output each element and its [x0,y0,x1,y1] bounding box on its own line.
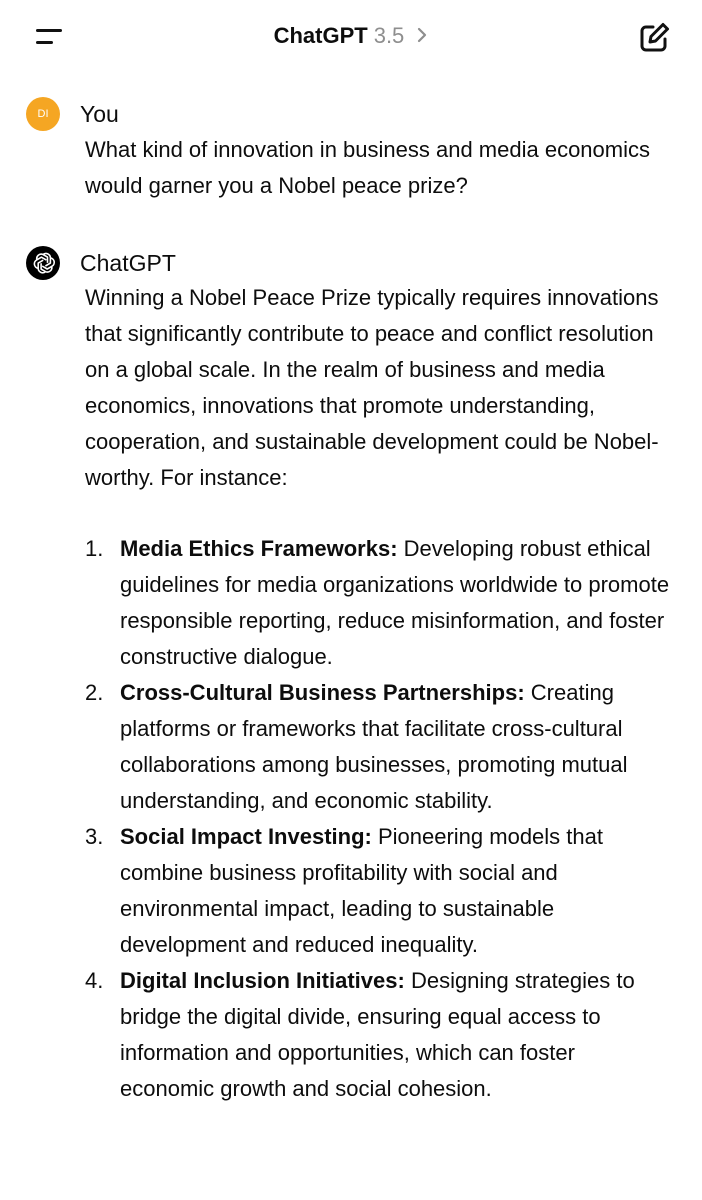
list-item-text: Designing strategies to bridge the digital divide, ensuring equal access to information and opportunities, which can foster economic growth and social cohesion. [120,968,635,1101]
list-item [85,819,675,963]
list-item [85,963,675,1107]
model-selector[interactable] [0,22,702,50]
assistant-avatar [26,246,60,280]
list-item [85,531,675,675]
list-item-title: Cross-Cultural Business Partnerships: [120,680,525,705]
user-message [0,95,702,215]
model-version: 3.5 [373,23,405,48]
list-item-number: 1. [85,536,104,561]
user-sender-name: You [80,101,119,127]
list-item-title: Social Impact Investing: [120,824,372,849]
user-avatar: DI [26,97,60,131]
list-item-title: Media Ethics Frameworks: [120,536,398,561]
innovation-list [85,531,675,1107]
list-item [85,675,675,819]
assistant-message [0,244,702,1194]
new-chat-icon [634,18,674,58]
list-item-text: Creating platforms or frameworks that facilitate cross-cultural collaborations among businesses, promoting mutual understanding, and economic stability. [120,680,628,813]
list-item-text: Developing robust ethical guidelines for media organizations worldwide to promote responsible reporting, reduce misinformation, and foster constructive dialogue. [120,536,670,669]
openai-logo-icon [26,246,60,280]
list-item-number: 2. [85,680,104,705]
list-item-text: Pioneering models that combine business profitability with social and environmental impact, leading to sustainable development and reduced inequality. [120,824,603,957]
new-chat-button[interactable] [634,18,674,58]
list-item-number: 4. [85,968,104,993]
list-item-title: Digital Inclusion Initiatives: [120,968,405,993]
top-bar [0,0,702,72]
assistant-intro-text: Winning a Nobel Peace Prize typically requires innovations that significantly contribute to peace and conflict resolution on a global scale. In the realm of business and media economics, innovations that promote understanding, cooperation, and sustainable development could be Nobel-worthy. For instance: [85,285,659,490]
list-item-number: 3. [85,824,104,849]
app-title: ChatGPT [273,23,368,48]
assistant-sender-name: ChatGPT [80,250,176,276]
user-message-text: What kind of innovation in business and media economics would garner you a Nobel peace prize? [85,137,650,198]
chevron-right-icon [410,23,428,48]
